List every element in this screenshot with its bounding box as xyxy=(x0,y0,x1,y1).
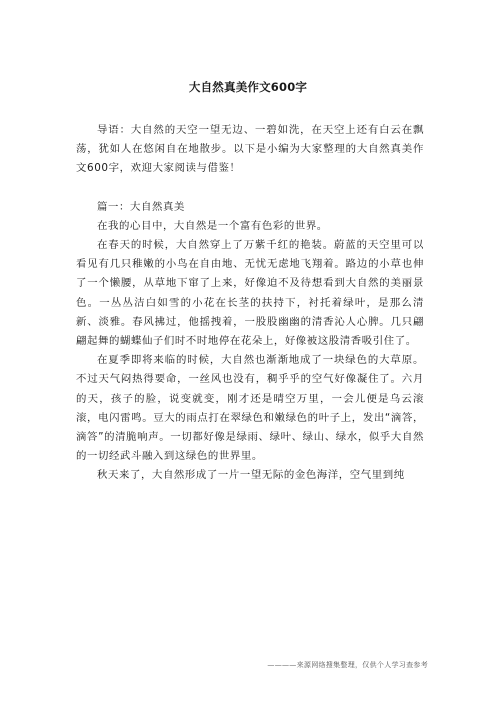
document-body xyxy=(76,121,424,486)
section-heading: 篇一：大自然真美 xyxy=(97,200,185,213)
body-paragraph: 在春天的时候，大自然穿上了万紫千红的艳装。蔚蓝的天空里可以看见有几只稚嫩的小鸟在自由地、无忧无虑地飞翔着。路边的小草也伸了一个懒腰，从草地下窜了上来，好像迫不及待想看到大自然的美丽景色。一丛丛洁白如雪的小花在长茎的扶持下，衬托着绿叶，是那么清新、淡雅。春风拂过，他摇拽着，一股股幽幽的清香沁人心脾。几只翩翩起舞的蝴蝶仙子们时不时地停在花朵上，好像被这股清香吸引住了。 xyxy=(76,239,424,348)
body-paragraph: 秋天来了，大自然形成了一片一望无际的金色海洋，空气里到纯 xyxy=(97,469,405,482)
body-paragraph: 在夏季即将来临的时候，大自然也渐渐地成了一块绿色的大草原。不过天气闷热得要命，一丝风也没有，稠乎乎的空气好像凝住了。六月的天，孩子的脸，说变就变，刚才还是晴空万里，一会儿便是乌云滚滚，电闪雷鸣。豆大的雨点打在翠绿色和嫩绿色的叶子上，发出“滴答，滴答”的清脆响声。一切都好像是绿雨、绿叶、绿山、绿水，似乎大自然的一切经武斗融入到这绿色的世界里。 xyxy=(76,354,424,463)
intro-paragraph: 导语：大自然的天空一望无边、一碧如洗，在天空上还有白云在飘荡，犹如人在悠闲自在地散步。以下是小编为大家整理的大自然真美作文600字，欢迎大家阅读与借鉴！ xyxy=(76,124,424,175)
document-title: 大自然真美作文600字 xyxy=(188,80,308,94)
source-footer: ————来源网络搜集整理，仅供个人学习查参考 xyxy=(267,661,428,669)
body-paragraph: 在我的心目中，大自然是一个富有色彩的世界。 xyxy=(97,219,328,232)
